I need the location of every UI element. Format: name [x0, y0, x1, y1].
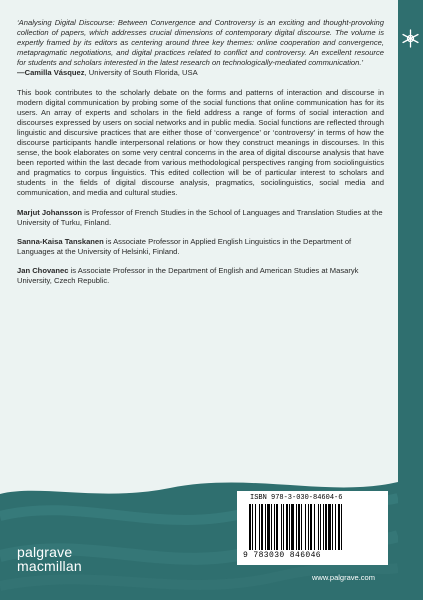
publisher-logo: [17, 545, 82, 573]
publisher-name-line1: palgrave: [17, 544, 73, 560]
endorsement-author: —Camilla Vásquez: [17, 68, 85, 77]
editor-name: Sanna-Kaisa Tanskanen: [17, 237, 104, 246]
endorsement-attribution: [17, 68, 384, 78]
back-cover-text: [17, 18, 384, 295]
editor-bio-text: is Associate Professor in Applied English Linguistics in the Department of Languages at the University of Helsinki, Finland.: [17, 237, 352, 256]
endorsement-quote: ‘Analysing Digital Discourse: Between Convergence and Controversy is an exciting and thought-provoking collection of papers, which addresses crucial dimensions of contemporary digital discourse. The volume is expertly framed by its editors as centering around three key themes: online cooperation and convergence, metapragmatic negotiations, and digital practices related to conflict and controversy. An excellent resource for students and scholars interested in the latest research on technologically-mediated communication.’: [17, 18, 384, 67]
palgrave-star-icon: [398, 26, 423, 51]
editor-name: Jan Chovanec: [17, 266, 69, 275]
editor-bio-text: is Associate Professor in the Department of English and American Studies at Masaryk University, Czech Republic.: [17, 266, 359, 285]
endorsement-affiliation: , University of South Florida, USA: [84, 68, 198, 77]
editor-name: Marjut Johansson: [17, 208, 82, 217]
editor-bio: [17, 208, 384, 228]
editor-bio: [17, 237, 384, 257]
barcode-bars: [249, 504, 376, 550]
isbn-label: ISBN 978-3-030-84604-6: [250, 494, 343, 502]
isbn-barcode: [237, 491, 388, 565]
publisher-website: www.palgrave.com: [312, 573, 375, 582]
book-description: This book contributes to the scholarly debate on the forms and patterns of interaction and discourse in modern digital communication by probing some of the social functions that online communication has for its users. An array of experts and scholars in the field address a range of forms of social interaction and discourses expressed by users on social networks and in public media. Social functions are reflected through linguistic and discursive practices that are either those of ‘convergence’ or ‘controversy’ in terms of how the discourse participants handle interpersonal relations or how they construct meanings in discourses. In this sense, the book elaborates on some very central concerns in the area of digital discourse analysis that have been reported within the last decade from various methodological perspectives ranging from sociolinguistics and pragmatics to corpus linguistics. This edited collection will be of particular interest to scholars and students in the fields of digital discourse analysis, pragmatics, sociolinguistics, social media and communication, and media and cultural studies.: [17, 88, 384, 197]
spine: [398, 0, 423, 600]
editor-bio-text: is Professor of French Studies in the School of Languages and Translation Studies at the University of Turku, Finland.: [17, 208, 383, 227]
barcode-digits: 9 783030 846046: [243, 551, 322, 560]
publisher-name-line2: macmillan: [17, 558, 82, 574]
editor-bio: [17, 266, 384, 286]
